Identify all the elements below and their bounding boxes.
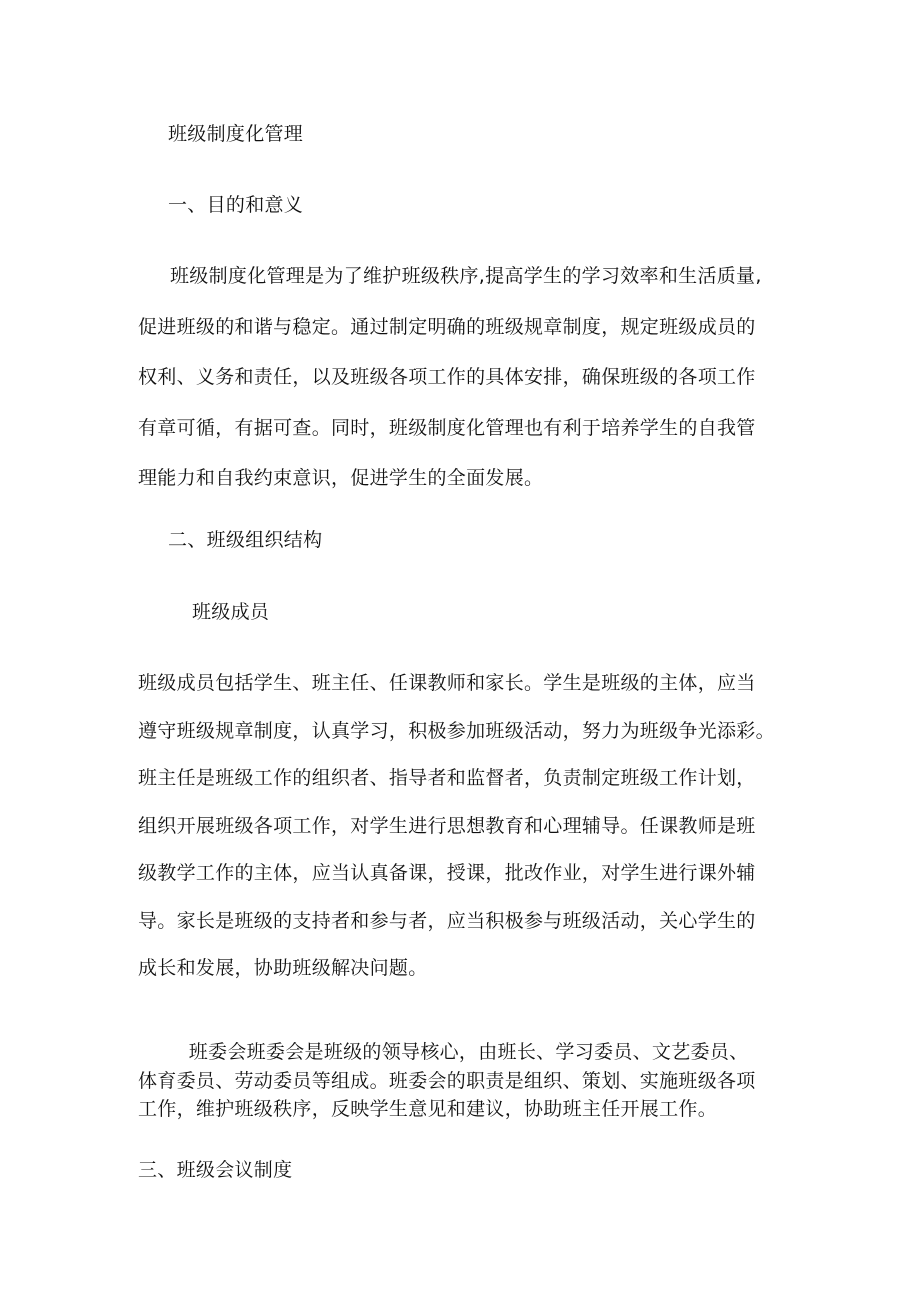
- paragraph-line: 体育委员、劳动委员等组成。班委会的职责是组织、策划、实施班级各项: [138, 1069, 756, 1092]
- paragraph-line: 班级制度化管理是为了维护班级秩序,提高学生的学习效率和生活质量,: [170, 265, 762, 287]
- paragraph-line: 理能力和自我约束意识，促进学生的全面发展。: [138, 467, 544, 489]
- paragraph-line: 工作，维护班级秩序，反映学生意见和建议，协助班主任开展工作。: [138, 1098, 718, 1120]
- section-2-heading: 二、班级组织结构: [168, 529, 323, 551]
- section-3-heading: 三、班级会议制度: [138, 1159, 293, 1181]
- committee-paragraph: [138, 1040, 818, 1126]
- paragraph-line: 成长和发展，协助班级解决问题。: [138, 957, 428, 979]
- section-2-subheading: 班级成员: [192, 601, 270, 623]
- paragraph-line: 组织开展班级各项工作，对学生进行思想教育和心理辅导。任课教师是班: [138, 814, 756, 837]
- paragraph-line: 权利、义务和责任，以及班级各项工作的具体安排，确保班级的各项工作: [138, 366, 756, 388]
- section-1-heading: 一、目的和意义: [168, 194, 304, 216]
- paragraph-line: 导。家长是班级的支持者和参与者，应当积极参与班级活动，关心学生的: [138, 909, 756, 932]
- members-paragraph: [138, 671, 818, 1004]
- paragraph-line: 班级成员包括学生、班主任、任课教师和家长。学生是班级的主体，应当: [138, 672, 756, 694]
- paragraph-line: 遵守班级规章制度，认真学习，积极参加班级活动，努力为班级争光添彩。: [138, 719, 775, 742]
- document-title: 班级制度化管理: [168, 123, 304, 145]
- paragraph-line: 班主任是班级工作的组织者、指导者和监督者，负责制定班级工作计划，: [138, 767, 756, 789]
- paragraph-line: 班委会班委会是班级的领导核心，由班长、学习委员、文艺委员、: [138, 1041, 749, 1063]
- paragraph-line: 级教学工作的主体，应当认真备课，授课，批改作业，对学生进行课外辅: [138, 862, 756, 884]
- section-1-paragraph: [138, 264, 798, 517]
- paragraph-line: 有章可循，有据可查。同时，班级制度化管理也有利于培养学生的自我管: [138, 416, 756, 439]
- paragraph-line: 促进班级的和谐与稳定。通过制定明确的班级规章制度，规定班级成员的: [138, 315, 756, 338]
